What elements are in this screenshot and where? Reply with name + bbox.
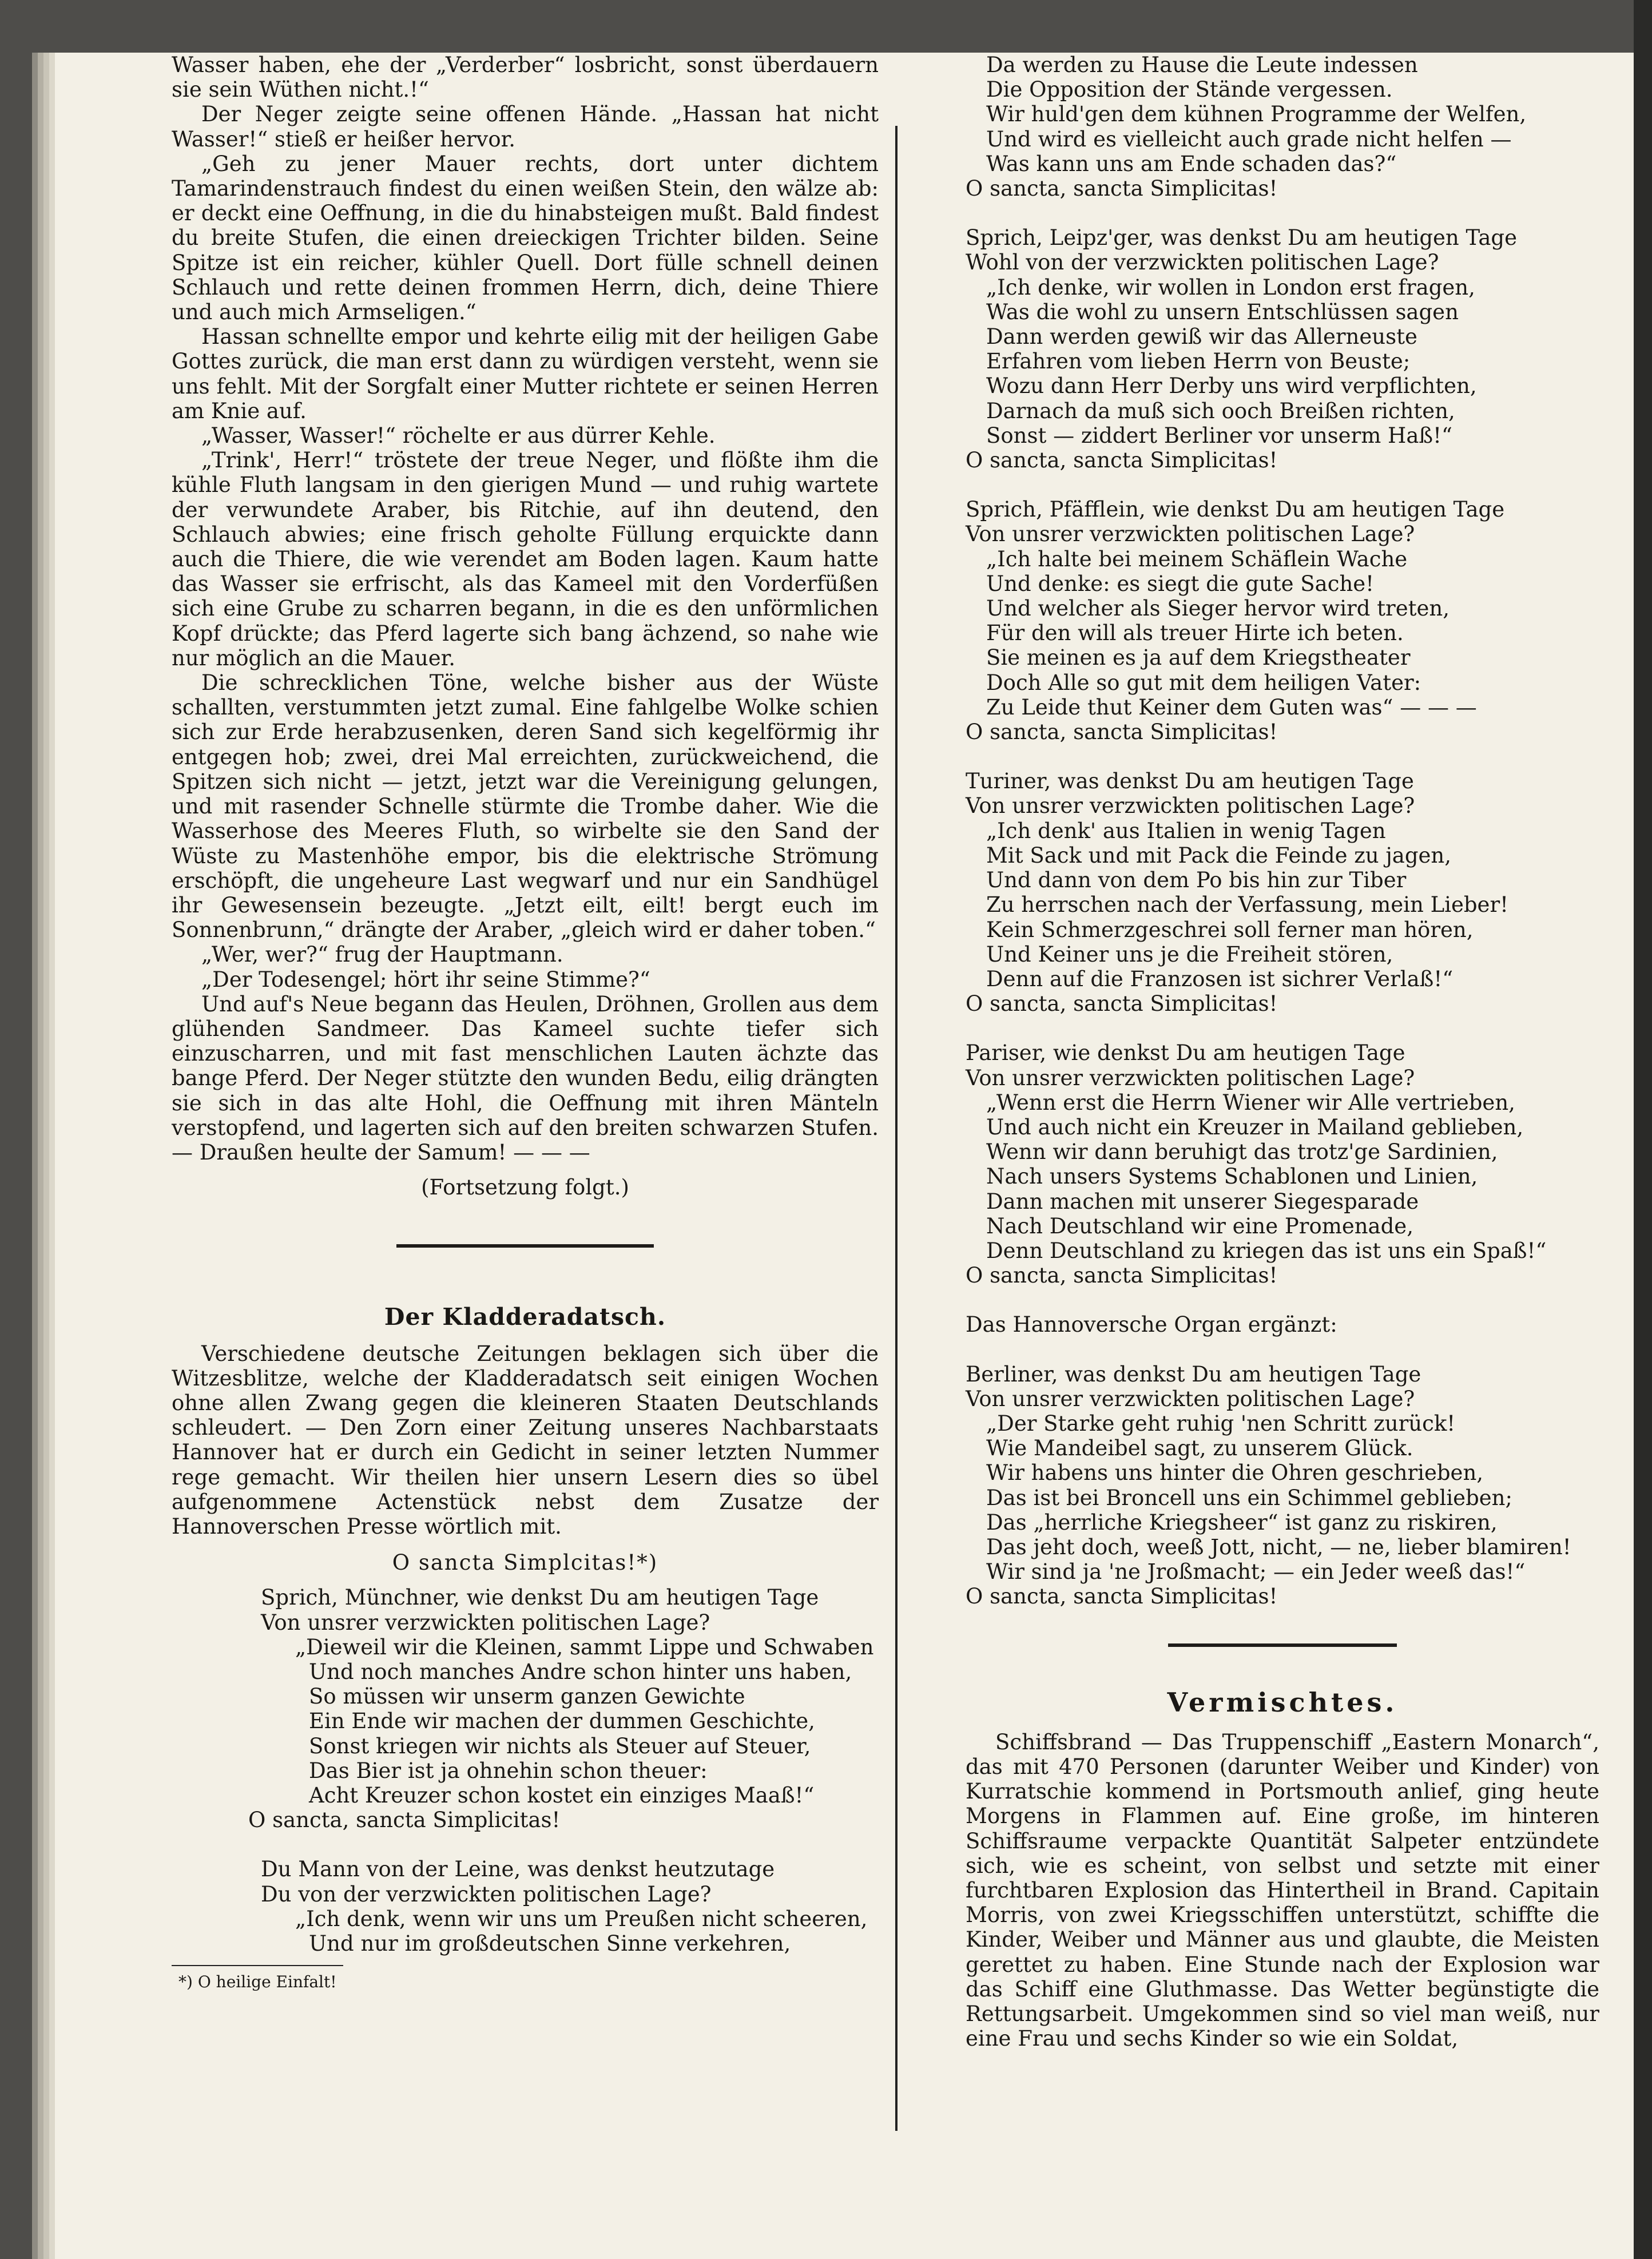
refrain-line: O sancta, sancta Simplicitas! [966, 176, 1278, 201]
verse-line: Und nur im großdeutschen Sinne verkehren, [309, 1931, 791, 1956]
verse-line: Dann machen mit unserer Siegesparade [986, 1189, 1419, 1214]
poem-stanza [172, 1585, 879, 1832]
verse-line: Wohl von der verzwickten politischen Lage? [966, 250, 1439, 275]
verse-line: Was kann uns am Ende schaden das?“ [986, 151, 1397, 176]
verse-line: „Ich halte bei meinem Schäflein Wache [986, 546, 1408, 571]
verse-line: Und Keiner uns je die Freiheit stören, [986, 942, 1393, 967]
paragraph: Der Neger zeigte seine offenen Hände. „Hassan hat nicht Wasser!“ stieß er heißer hervor. [172, 102, 879, 152]
verse-line: Sprich, Leipz'ger, was denkst Du am heutigen Tage [966, 225, 1517, 251]
misc-paragraph: Schiffsbrand — Das Truppenschiff „Eastern Monarch“, das mit 470 Personen (darunter Weiber und Kinder) von Kurratschie kommend in Portsmouth anlief, ging heute Morgens in Flammen auf. Eine große, im hinteren Schiffsraume verpackte Quantität Salpeter entzündete sich, wie es scheint, von selbst und setzte mit einer furchtbaren Explosion das Hintertheil in Brand. Capitain Morris, von zwei Kriegsschiffen unterstützt, schiffte die Kinder, Weiber und Männer aus und glaubte, die Meisten gerettet zu haben. Eine Stunde nach der Explosion war das Schiff eine Gluthmasse. Das Wetter begünstigte die Rettungsarbeit. Umgekommen sind so viel man weiß, nur eine Frau und sechs Kinder so wie ein Soldat, [966, 1729, 1599, 2051]
verse-line: Turiner, was denkst Du am heutigen Tage [966, 769, 1414, 794]
verse-line: Sprich, Münchner, wie denkst Du am heutigen Tage [261, 1585, 819, 1610]
verse-line: Zu herrschen nach der Verfassung, mein Lieber! [986, 892, 1509, 918]
verse-line: Von unsrer verzwickten politischen Lage? [966, 1386, 1415, 1411]
verse-line: Das jeht doch, weeß Jott, nicht, — ne, lieber blamiren! [986, 1534, 1571, 1559]
paragraph: Hassan schnellte empor und kehrte eilig mit der heiligen Gabe Gottes zurück, die man erst dann zu würdigen versteht, wenn sie uns fehlt. Mit der Sorgfalt einer Mutter richtete er seinen Herren am Knie auf. [172, 324, 879, 423]
verse-line: Das Bier ist ja ohnehin schon theuer: [309, 1758, 708, 1783]
section-title-kladderadatsch: Der Kladderadatsch. [384, 1303, 666, 1331]
verse-line: Zu Leide thut Keiner dem Guten was“ — — — [986, 694, 1477, 720]
refrain-line: O sancta, sancta Simplicitas! [966, 991, 1278, 1017]
verse-line: Und dann von dem Po bis hin zur Tiber [986, 868, 1407, 893]
verse-line: Wozu dann Herr Derby uns wird verpflichten, [986, 374, 1477, 399]
verse-line: „Der Starke geht ruhig 'nen Schritt zurück! [986, 1411, 1456, 1436]
poem-stanza [966, 1041, 1599, 1288]
verse-line: Kein Schmerzgeschrei soll ferner man hören, [986, 917, 1474, 942]
verse-line: Und welcher als Sieger hervor wird treten, [986, 596, 1450, 621]
verse-line: Ein Ende wir machen der dummen Geschichte, [309, 1709, 815, 1734]
verse-line: Und denke: es siegt die gute Sache! [986, 571, 1375, 596]
verse-line: Dann werden gewiß wir das Allerneuste [986, 324, 1417, 350]
verse-line: Sie meinen es ja auf dem Kriegstheater [986, 645, 1411, 670]
verse-line: „Ich denk' aus Italien in wenig Tagen [986, 818, 1386, 843]
verse-line: Nach unsers Systems Schablonen und Linien, [986, 1164, 1478, 1189]
verse-line: Für den will als treuer Hirte ich beten. [986, 621, 1404, 646]
column-divider [895, 126, 898, 2131]
verse-line: Von unsrer verzwickten politischen Lage? [966, 793, 1415, 819]
verse-line: Nach Deutschland wir eine Promenade, [986, 1213, 1413, 1238]
verse-line: Wenn wir dann beruhigt das trotz'ge Sardinien, [986, 1140, 1498, 1165]
verse-line: Da werden zu Hause die Leute indessen [986, 53, 1418, 77]
paragraph: „Wasser, Wasser!“ röchelte er aus dürrer Kehle. [201, 423, 716, 448]
paragraph: „Trink', Herr!“ tröstete der treue Neger, und flößte ihm die kühle Fluth langsam in den gierigen Mund — und ruhig wartete der verwundete Araber, bis Ritchie, auf ihn deutend, den Schlauch abwies; eine frisch geholte Füllung erquickte dann auch die Thiere, die wie verendet am Boden lagen. Kaum hatte das Wasser sie erfrischt, als das Kameel mit den Vorderfüßen sich eine Grube zu scharren begann, in die es den unförmlichen Kopf drückte; das Pferd lagerte sich bang ächzend, so nahe wie nur möglich an die Mauer. [172, 448, 879, 670]
verse-line: Und auch nicht ein Kreuzer in Mailand geblieben, [986, 1114, 1524, 1140]
left-column [172, 53, 879, 1994]
verse-line: Wie Mandeibel sagt, zu unserem Glück. [986, 1436, 1413, 1461]
paragraph: Wasser haben, ehe der „Verderber“ losbricht, sonst überdauern sie sein Wüthen nicht.!“ [172, 53, 879, 102]
section-title-vermischtes: Vermischtes. [1167, 1686, 1398, 1718]
continued-note: (Fortsetzung folgt.) [421, 1175, 629, 1200]
verse-line: Das ist bei Broncell uns ein Schimmel geblieben; [986, 1485, 1512, 1510]
addendum-intro: Das Hannoversche Organ ergänzt: [966, 1312, 1337, 1337]
refrain-line: O sancta, sancta Simplicitas! [966, 448, 1278, 473]
verse-line: Und wird es vielleicht auch grade nicht helfen — [986, 126, 1512, 152]
verse-line: Wir habens uns hinter die Ohren geschrieben, [986, 1460, 1484, 1486]
verse-line: Sprich, Pfäfflein, wie denkst Du am heutigen Tage [966, 497, 1505, 522]
verse-line: Das „herrliche Kriegsheer“ ist ganz zu riskiren, [986, 1510, 1498, 1535]
poem-stanza [966, 1362, 1599, 1609]
verse-line: Was die wohl zu unsern Entschlüssen sagen [986, 299, 1459, 324]
verse-line: Sonst kriegen wir nichts als Steuer auf Steuer, [309, 1733, 811, 1758]
verse-line: Von unsrer verzwickten politischen Lage? [966, 522, 1415, 547]
paragraph: Die schrecklichen Töne, welche bisher aus der Wüste schallten, verstummten jetzt zumal. Eine fahlgelbe Wolke schien sich zur Erde herabzusenken, deren Sand sich kegelförmig ihr entgegen hob; zwei, drei Mal erreichten, zurückweichend, die Spitzen sich nicht — jetzt, jetzt war die Vereinigung gelungen, und mit rasender Schnelle stürmte die Trombe daher. Wie die Wasserhose des Meeres Fluth, so wirbelte sie den Sand der Wüste zu Mastenhöhe empor, bis die elektrische Strömung erschöpft, die ungeheure Last wegwarf und nur ein Sandhügel ihr Gewesensein bezeugte. „Jetzt eilt, eilt! bergt euch im Sonnenbrunn,“ drängte der Araber, „gleich wird er daher toben.“ [172, 670, 879, 943]
verse-line: Denn auf die Franzosen ist sichrer Verlaß!“ [986, 966, 1454, 991]
verse-line: Von unsrer verzwickten politischen Lage? [261, 1610, 710, 1635]
verse-line: Sonst — ziddert Berliner vor unserm Haß!“ [986, 423, 1452, 448]
verse-line: Berliner, was denkst Du am heutigen Tage [966, 1361, 1421, 1387]
paragraph: „Wer, wer?“ frug der Hauptmann. [201, 942, 563, 967]
verse-line: Du Mann von der Leine, was denkst heutzutage [261, 1857, 775, 1882]
verse-line: „Ich denk, wenn wir uns um Preußen nicht scheeren, [295, 1906, 868, 1931]
poem-stanza [966, 769, 1599, 1016]
refrain-line: O sancta, sancta Simplicitas! [248, 1808, 561, 1833]
verse-line: Darnach da muß sich ooch Breißen richten, [986, 398, 1455, 423]
poem-stanza [966, 225, 1599, 473]
footnote-rule [172, 1965, 343, 1966]
paragraph: „Geh zu jener Mauer rechts, dort unter dichtem Tamarindenstrauch findest du einen weißen Stein, den wälze ab: er deckt eine Oeffnung, in die du hinabsteigen mußt. Bald findest du breite Stufen, die einen dreieckigen Trichter bilden. Seine Spitze ist ein reicher, kühler Quell. Dort fülle schnell deinen Schlauch und rette deinen frommen Herrn, dich, deine Thiere und auch mich Armseligen.“ [172, 151, 879, 325]
verse-line: Wir huld'gen dem kühnen Programme der Welfen, [986, 102, 1527, 127]
verse-line: „Wenn erst die Herrn Wiener wir Alle vertrieben, [986, 1090, 1515, 1115]
verse-line: Denn Deutschland zu kriegen das ist uns ein Spaß!“ [986, 1238, 1547, 1263]
verse-line: Von unsrer verzwickten politischen Lage? [966, 1065, 1415, 1090]
verse-line: Erfahren vom lieben Herrn von Beuste; [986, 349, 1411, 374]
verse-line: Pariser, wie denkst Du am heutigen Tage [966, 1041, 1405, 1066]
verse-line: Acht Kreuzer schon kostet ein einziges Maaß!“ [309, 1783, 815, 1808]
paragraph: Und auf's Neue begann das Heulen, Dröhnen, Grollen aus dem glühenden Sandmeer. Das Kameel suchte tiefer sich einzuscharren, und mit fast menschlichen Lauten ächzte das bange Pferd. Der Neger stützte den wunden Bedu, eilig drängten sie sich in das alte Hohl, die Oeffnung mit ihren Mänteln verstopfend, und lagerten sich auf den breiten schwarzen Stufen. — Draußen heulte der Samum! — — — [172, 991, 879, 1165]
paragraph: „Der Todesengel; hört ihr seine Stimme?“ [201, 967, 650, 992]
verse-line: Du von der verzwickten politischen Lage? [261, 1881, 712, 1907]
scan-edge [1634, 0, 1652, 2259]
verse-line: „Ich denke, wir wollen in London erst fragen, [986, 275, 1475, 300]
right-column [966, 53, 1599, 2051]
refrain-line: O sancta, sancta Simplicitas! [966, 1263, 1278, 1288]
footnote: *) O heilige Einfalt! [178, 1972, 337, 1992]
refrain-line: O sancta, sancta Simplicitas! [966, 720, 1278, 745]
verse-line: Die Opposition der Stände vergessen. [986, 77, 1393, 102]
poem-stanza [966, 53, 1599, 201]
verse-line: Wir sind ja 'ne Jroßmacht; — ein Jeder weeß das!“ [986, 1559, 1526, 1585]
verse-line: Und noch manches Andre schon hinter uns haben, [309, 1659, 852, 1684]
refrain-line: O sancta, sancta Simplicitas! [966, 1584, 1278, 1609]
poem-title: O sancta Simplcitas!*) [392, 1550, 658, 1575]
verse-line: Doch Alle so gut mit dem heiligen Vater: [986, 670, 1421, 695]
poem-stanza [966, 497, 1599, 744]
verse-line: „Dieweil wir die Kleinen, sammt Lippe und Schwaben [295, 1634, 874, 1659]
poem-stanza [172, 1857, 879, 1956]
verse-line: Mit Sack und mit Pack die Feinde zu jagen, [986, 843, 1452, 868]
verse-line: So müssen wir unserm ganzen Gewichte [309, 1684, 745, 1709]
intro-paragraph: Verschiedene deutsche Zeitungen beklagen sich über die Witzesblitze, welche der Kladderadatsch seit einigen Wochen ohne allen Zwang gegen die kleineren Staaten Deutschlands schleudert. — Den Zorn einer Zeitung unseres Nachbarstaats Hannover hat er durch ein Gedicht in seiner letzten Nummer rege gemacht. Wir theilen hier unsern Lesern dies so übel aufgenommene Actenstück nebst dem Zusatze der Hannoverschen Presse wörtlich mit. [172, 1341, 879, 1539]
